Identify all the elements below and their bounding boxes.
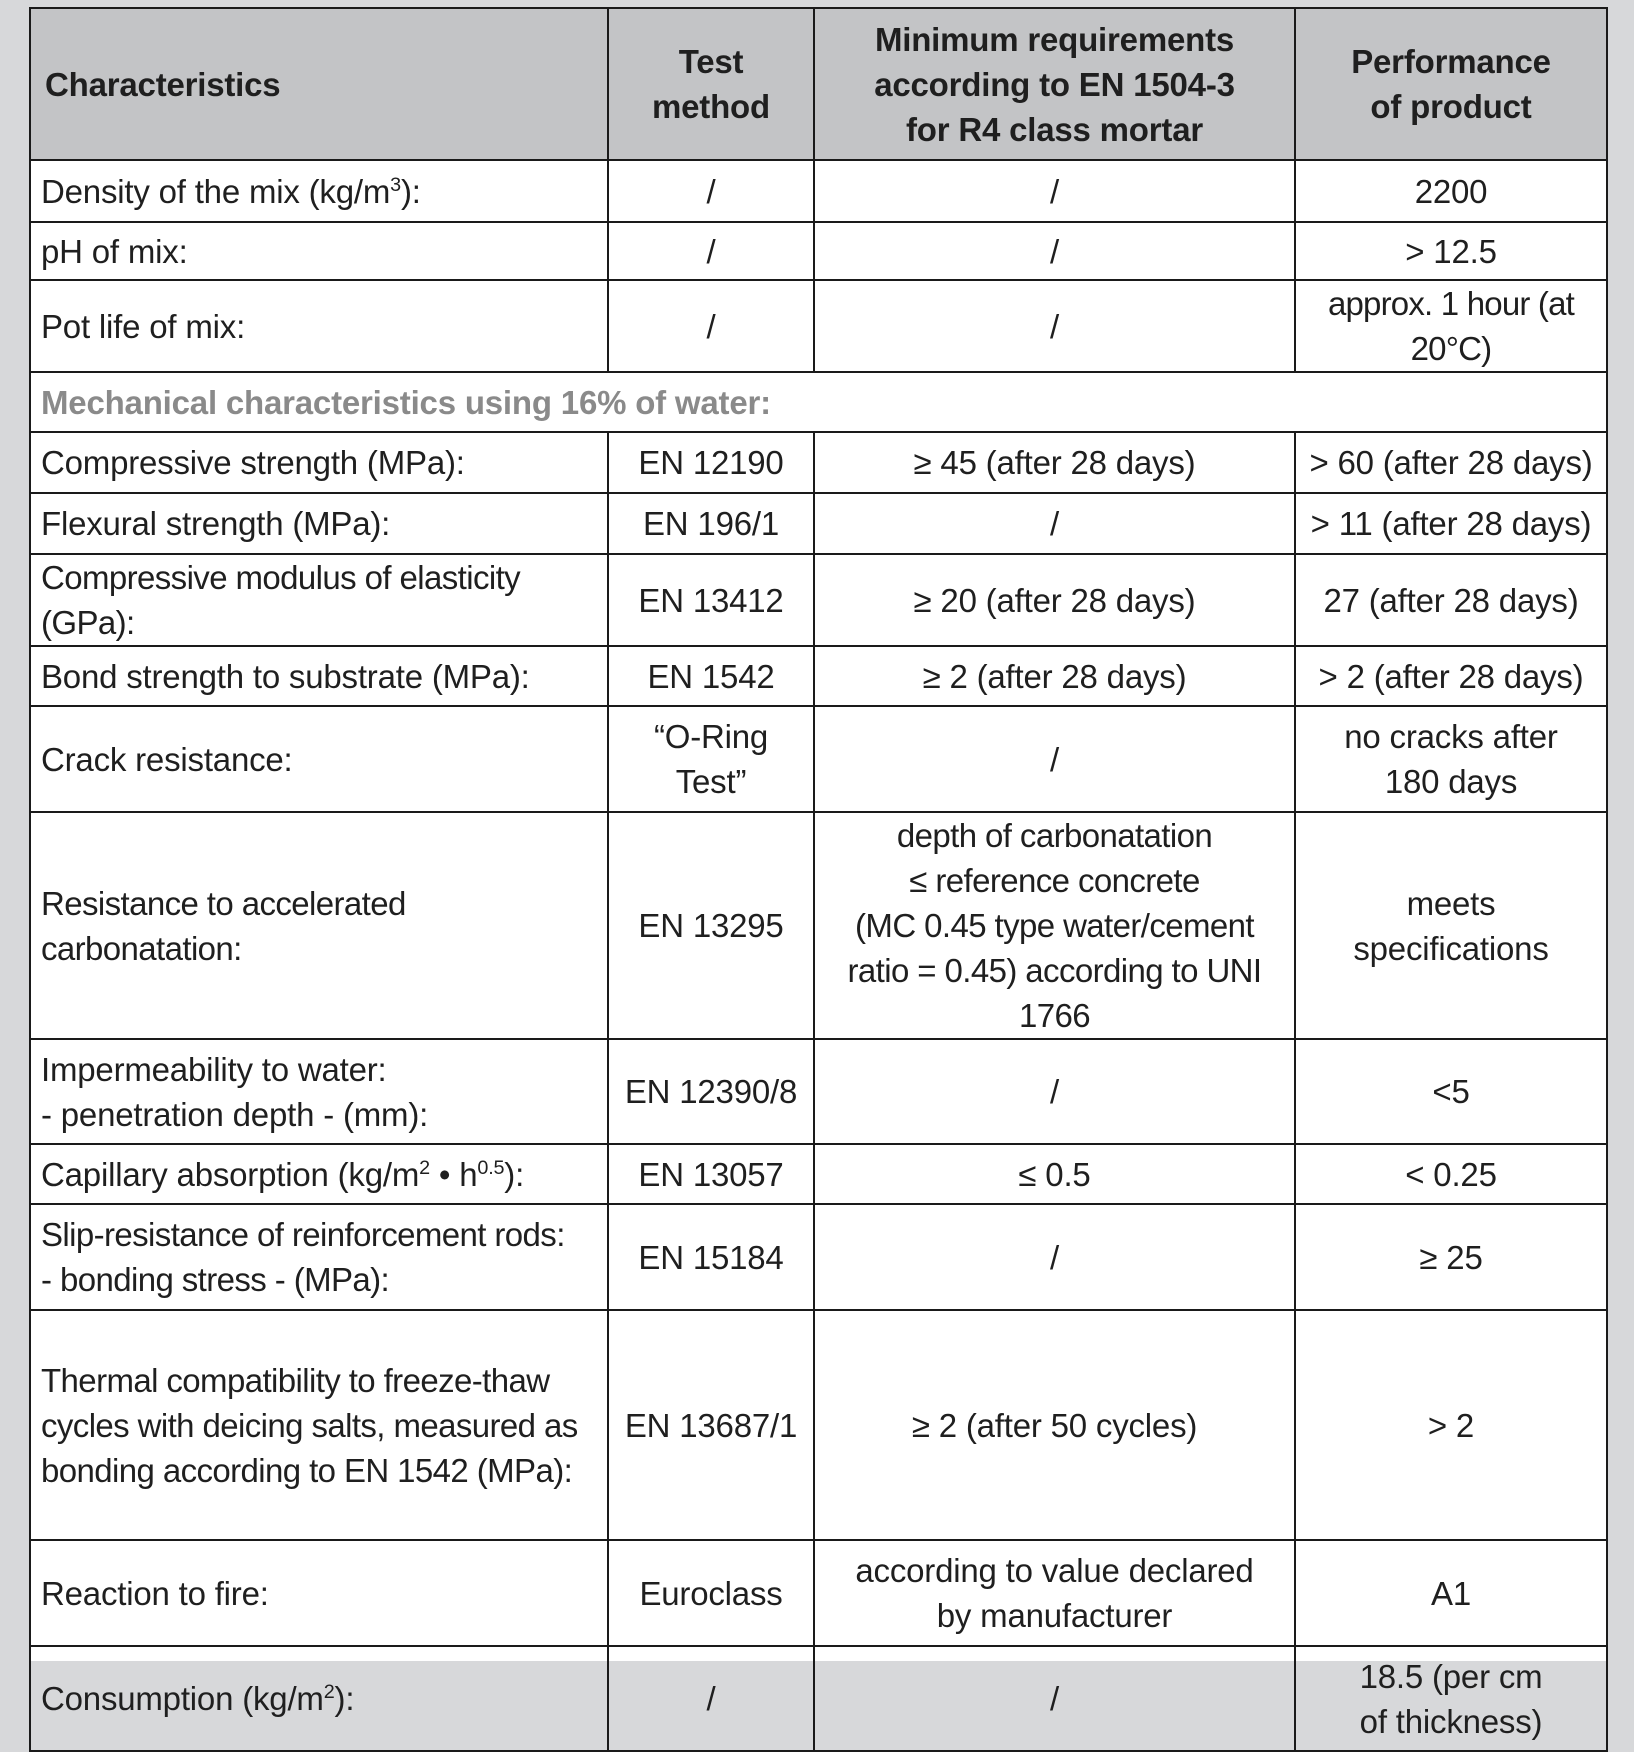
row-performance: A1: [1295, 1540, 1607, 1646]
row-performance: > 11 (after 28 days): [1295, 493, 1607, 554]
table-row: [30, 160, 1607, 222]
row-performance: > 12.5: [1295, 222, 1607, 280]
row-performance: approx. 1 hour (at 20°C): [1295, 280, 1607, 372]
row-test-method: “O-Ring Test”: [608, 706, 814, 812]
header-performance: Performance of product: [1295, 8, 1607, 160]
row-requirement: /: [814, 1039, 1295, 1144]
row-performance: 2200: [1295, 160, 1607, 222]
row-test-method: EN 13295: [608, 812, 814, 1039]
row-test-method: /: [608, 160, 814, 222]
row-test-method: EN 13412: [608, 554, 814, 646]
row-test-method: EN 13057: [608, 1144, 814, 1204]
header-test-method: Test method: [608, 8, 814, 160]
row-performance: 18.5 (per cm of thickness): [1295, 1646, 1607, 1751]
row-requirement: /: [814, 280, 1295, 372]
table-row: [30, 1039, 1607, 1144]
char-text: Capillary absorption (kg/m: [41, 1155, 420, 1193]
row-test-method: EN 196/1: [608, 493, 814, 554]
row-requirement: /: [814, 1204, 1295, 1310]
table-row: [30, 1646, 1607, 1751]
row-characteristic: Flexural strength (MPa):: [30, 493, 608, 554]
row-performance: 27 (after 28 days): [1295, 554, 1607, 646]
char-tail: ):: [400, 172, 421, 210]
table-row: [30, 432, 1607, 493]
row-requirement: /: [814, 1646, 1295, 1751]
char-tail: ):: [334, 1680, 355, 1717]
char-superscript: 2: [323, 1681, 335, 1703]
row-performance: no cracks after 180 days: [1295, 706, 1607, 812]
specifications-table: [29, 7, 1608, 1752]
row-characteristic: [30, 1144, 608, 1204]
row-test-method: /: [608, 1646, 814, 1751]
row-test-method: EN 13687/1: [608, 1310, 814, 1540]
table-row: [30, 1310, 1607, 1540]
row-performance: meets specifications: [1295, 812, 1607, 1039]
row-test-method: EN 1542: [608, 646, 814, 706]
char-text: Consumption (kg/m: [41, 1680, 324, 1717]
header-characteristics: Characteristics: [30, 8, 608, 160]
row-test-method: EN 15184: [608, 1204, 814, 1310]
header-min-requirements: Minimum requirements according to EN 1504-3 for R4 class mortar: [814, 8, 1295, 160]
row-requirement: /: [814, 706, 1295, 812]
table-row: [30, 554, 1607, 646]
table-row: [30, 812, 1607, 1039]
row-performance: > 60 (after 28 days): [1295, 432, 1607, 493]
row-characteristic: Compressive modulus of elasticity (GPa):: [30, 554, 608, 646]
header-row: [30, 8, 1607, 160]
row-requirement: according to value declared by manufacturer: [814, 1540, 1295, 1646]
row-requirement: ≥ 45 (after 28 days): [814, 432, 1295, 493]
row-requirement: ≥ 2 (after 28 days): [814, 646, 1295, 706]
row-characteristic: Thermal compatibility to freeze-thaw cycles with deicing salts, measured as bonding according to EN 1542 (MPa):: [30, 1310, 608, 1540]
table-row: [30, 1144, 1607, 1204]
row-test-method: /: [608, 222, 814, 280]
row-characteristic: Reaction to fire:: [30, 1540, 608, 1646]
row-characteristic: Impermeability to water: - penetration depth - (mm):: [30, 1039, 608, 1144]
row-performance: <5: [1295, 1039, 1607, 1144]
row-requirement: depth of carbonatation ≤ reference concrete (MC 0.45 type water/cement ratio = 0.45) according to UNI 1766: [814, 812, 1295, 1039]
row-characteristic: Compressive strength (MPa):: [30, 432, 608, 493]
table-row: [30, 222, 1607, 280]
row-characteristic: pH of mix:: [30, 222, 608, 280]
char-superscript: 2: [419, 1156, 430, 1179]
char-text: Density of the mix (kg/m: [41, 172, 391, 210]
table-body: [30, 160, 1607, 1751]
row-characteristic: [30, 1646, 608, 1751]
row-requirement: ≥ 20 (after 28 days): [814, 554, 1295, 646]
section-label: Mechanical characteristics using 16% of water:: [30, 372, 1607, 432]
row-test-method: /: [608, 280, 814, 372]
char-middle: • h: [429, 1155, 478, 1193]
row-characteristic: Crack resistance:: [30, 706, 608, 812]
row-performance: > 2 (after 28 days): [1295, 646, 1607, 706]
row-requirement: ≤ 0.5: [814, 1144, 1295, 1204]
table-row: [30, 646, 1607, 706]
row-requirement: /: [814, 222, 1295, 280]
table-row: [30, 1204, 1607, 1310]
row-characteristic: Bond strength to substrate (MPa):: [30, 646, 608, 706]
table-row: [30, 280, 1607, 372]
row-performance: ≥ 25: [1295, 1204, 1607, 1310]
row-characteristic: Resistance to accelerated carbonatation:: [30, 812, 608, 1039]
char-superscript: 3: [390, 173, 401, 196]
row-characteristic: Slip-resistance of reinforcement rods: - bonding stress - (MPa):: [30, 1204, 608, 1310]
table-row: [30, 493, 1607, 554]
section-row: [30, 372, 1607, 432]
technical-data-sheet: [29, 7, 1606, 1740]
row-characteristic: [30, 160, 608, 222]
row-performance: < 0.25: [1295, 1144, 1607, 1204]
char-tail: ):: [504, 1155, 525, 1193]
row-requirement: /: [814, 493, 1295, 554]
table-header: [30, 8, 1607, 160]
row-test-method: Euroclass: [608, 1540, 814, 1646]
table-row: [30, 706, 1607, 812]
row-characteristic: Pot life of mix:: [30, 280, 608, 372]
row-requirement: /: [814, 160, 1295, 222]
char-superscript: 0.5: [477, 1156, 505, 1179]
row-requirement: ≥ 2 (after 50 cycles): [814, 1310, 1295, 1540]
row-performance: > 2: [1295, 1310, 1607, 1540]
row-test-method: EN 12390/8: [608, 1039, 814, 1144]
row-test-method: EN 12190: [608, 432, 814, 493]
table-row: [30, 1540, 1607, 1646]
